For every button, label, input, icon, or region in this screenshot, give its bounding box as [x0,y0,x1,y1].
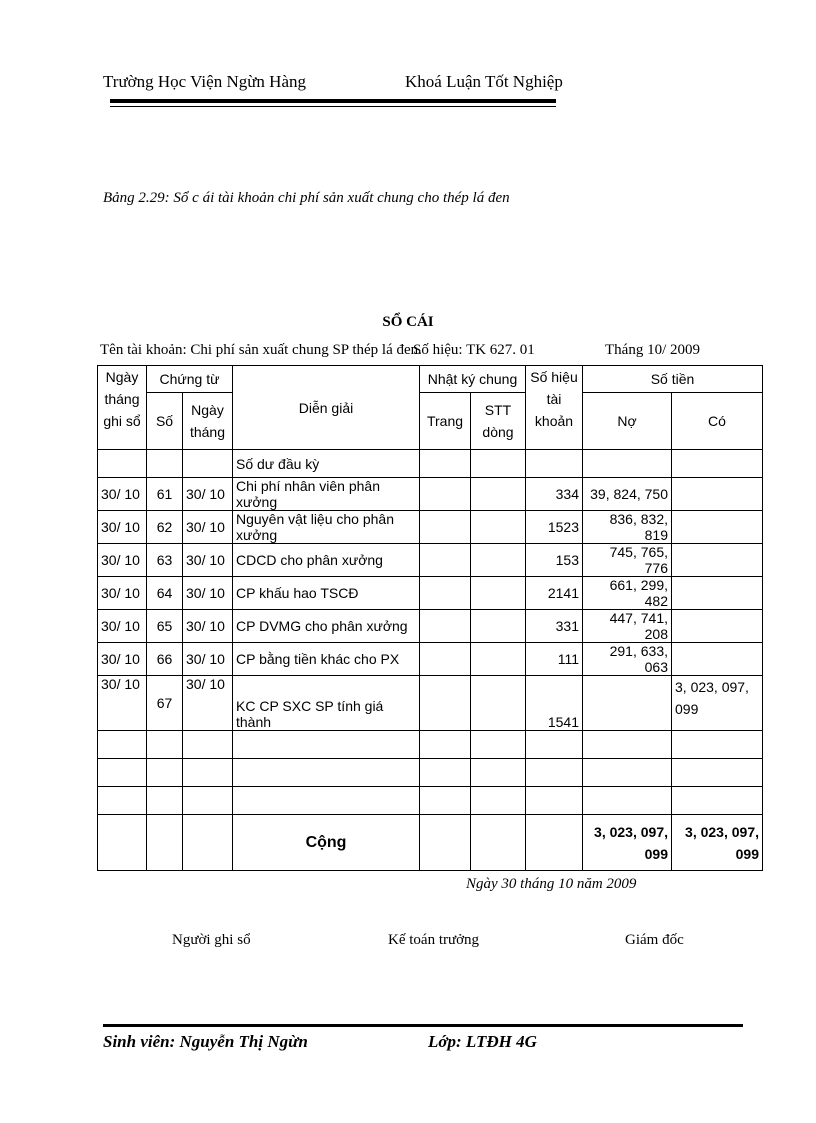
row-voucher-no: 63 [147,544,183,577]
row-account: 1523 [526,511,583,544]
row-voucher-date: 30/ 10 [183,643,233,676]
total-debit: 3, 023, 097, 099 [583,815,672,871]
row-debit: 291, 633, 063 [583,643,672,676]
row-credit [672,544,763,577]
row-voucher-no: 61 [147,478,183,511]
row-date: 30/ 10 [98,643,147,676]
header-account: Số hiệu tài khoản [526,366,583,450]
footer-rule [103,1024,743,1027]
row-date: 30/ 10 [98,610,147,643]
footer-student: Sinh viên: Nguyễn Thị Ngừn [103,1032,308,1051]
ledger-period: Tháng 10/ 2009 [605,342,700,358]
header-date: Ngày tháng ghi sổ [98,366,147,450]
row-description: CDCD cho phân xưởng [233,544,420,577]
signature-recorder: Người ghi sổ [172,932,251,948]
header-thesis: Khoá Luận Tốt Nghiệp [405,72,563,91]
empty-row [98,787,763,815]
header-description: Diễn giải [233,366,420,450]
header-voucher-date: Ngày tháng [183,393,233,450]
row-debit: 745, 765, 776 [583,544,672,577]
empty-row [98,731,763,759]
table-row [98,643,763,676]
signature-chief-accountant: Kế toán trưởng [388,932,480,948]
header-debit: Nợ [583,393,672,450]
ledger-table [97,365,763,871]
row-description: CP DVMG cho phân xưởng [233,610,420,643]
row-date: 30/ 10 [98,577,147,610]
row-voucher-no: 65 [147,610,183,643]
footer-class: Lớp: LTĐH 4G [428,1032,537,1051]
header-journal: Nhật ký chung [420,366,526,393]
opening-balance-row [98,450,763,478]
header-rule-thin [110,106,556,107]
row-debit: 836, 832, 819 [583,511,672,544]
row-credit [672,478,763,511]
header-amount: Số tiền [583,366,763,393]
account-name: Tên tài khoản: Chi phí sản xuất chung SP thép lá đen. [100,342,422,358]
ledger-title: SỔ CÁI [382,314,434,330]
signature-director: Giám đốc [625,932,684,948]
row-voucher-no: 62 [147,511,183,544]
row-credit [672,577,763,610]
row-description: Nguyên vật liệu cho phân xưởng [233,511,420,544]
header-voucher: Chứng từ [147,366,233,393]
table-row [98,544,763,577]
total-row [98,815,763,871]
row-date: 30/ 10 [98,511,147,544]
row-voucher-date: 30/ 10 [183,610,233,643]
header-voucher-no: Số [147,393,183,450]
row-debit: 661, 299, 482 [583,577,672,610]
header-rule [110,99,556,103]
row-description: KC CP SXC SP tính giá thành [233,676,420,731]
total-label: Cộng [233,815,420,871]
row-account: 1541 [526,676,583,731]
opening-balance-label: Số dư đầu kỳ [233,450,420,478]
row-voucher-date: 30/ 10 [183,544,233,577]
row-credit: 3, 023, 097, 099 [672,676,763,731]
header-line: STT dòng [471,393,526,450]
row-voucher-no: 64 [147,577,183,610]
row-account: 111 [526,643,583,676]
row-debit: 39, 824, 750 [583,478,672,511]
empty-row [98,759,763,787]
table-row [98,511,763,544]
row-account: 334 [526,478,583,511]
row-description: CP bằng tiền khác cho PX [233,643,420,676]
total-credit: 3, 023, 097, 099 [672,815,763,871]
row-voucher-date: 30/ 10 [183,511,233,544]
header-credit: Có [672,393,763,450]
row-date: 30/ 10 [98,478,147,511]
row-credit [672,643,763,676]
row-credit [672,511,763,544]
row-description: Chi phí nhân viên phân xưởng [233,478,420,511]
table-row [98,577,763,610]
row-date: 30/ 10 [98,676,147,731]
row-voucher-date: 30/ 10 [183,676,233,731]
row-description: CP khấu hao TSCĐ [233,577,420,610]
row-voucher-date: 30/ 10 [183,577,233,610]
row-date: 30/ 10 [98,544,147,577]
row-account: 153 [526,544,583,577]
header-school: Trường Học Viện Ngừn Hàng [103,72,307,91]
row-debit [583,676,672,731]
table-row [98,610,763,643]
signature-date: Ngày 30 tháng 10 năm 2009 [466,876,637,892]
table-caption: Bảng 2.29: Sổ c ái tài khoản chi phí sản xuất chung cho thép lá đen [103,190,510,206]
account-number: Số hiệu: TK 627. 01 [413,342,535,358]
row-voucher-no: 67 [147,676,183,731]
row-debit: 447, 741, 208 [583,610,672,643]
header-page: Trang [420,393,471,450]
table-row [98,478,763,511]
row-voucher-date: 30/ 10 [183,478,233,511]
row-voucher-no: 66 [147,643,183,676]
row-account: 2141 [526,577,583,610]
table-row [98,676,763,731]
row-credit [672,610,763,643]
row-account: 331 [526,610,583,643]
